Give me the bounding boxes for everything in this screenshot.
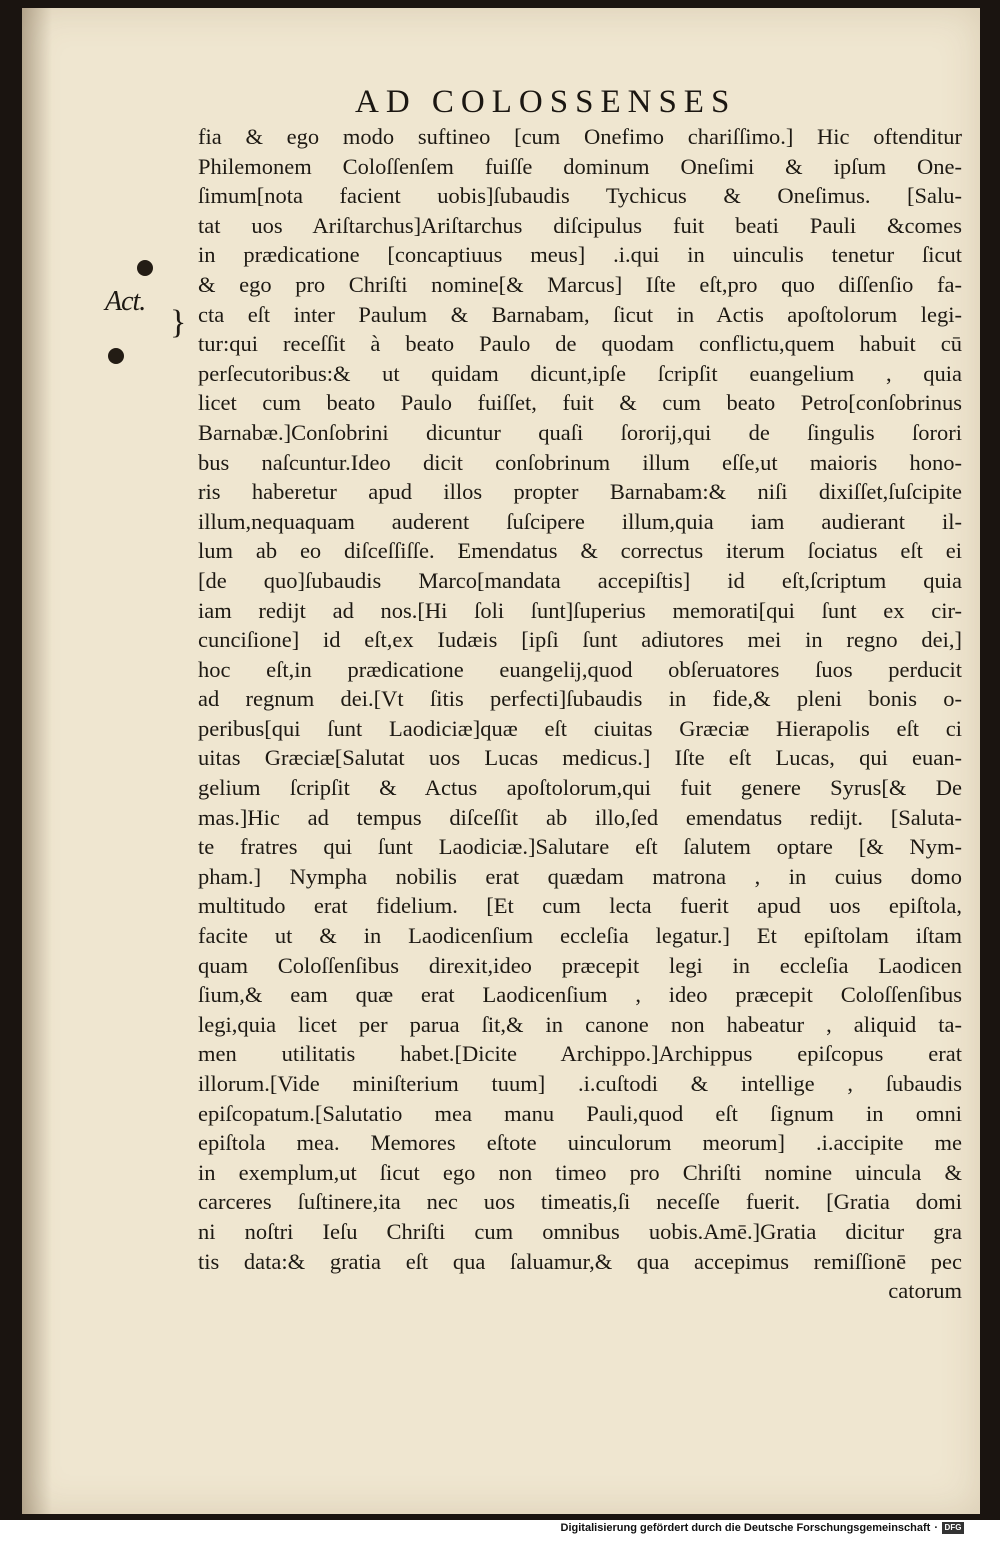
- text-line: ad regnum dei.[Vt ſitis perfecti]ſubaudis in fide,& pleni bonis o-: [198, 686, 962, 712]
- text-line: facite ut & in Laodicenſium eccleſia legatur.] Et epiſtolam iſtam: [198, 923, 962, 949]
- text-line: tis data:& gratia eſt qua ſaluamur,& qua accepimus remiſſionē pec: [198, 1248, 962, 1274]
- dfg-logo: DFG: [942, 1522, 964, 1534]
- text-line: perſecutoribus:& ut quidam dicunt,ipſe ſcripſit euangelium , quia: [198, 360, 962, 386]
- text-line: quam Coloſſenſibus direxit,ideo præcepit legi in eccleſia Laodicen: [198, 952, 962, 978]
- text-line: epiſcopatum.[Salutatio mea manu Pauli,quod eſt ſignum in omni: [198, 1100, 962, 1126]
- text-line: [de quo]ſubaudis Marco[mandata accepiſtis] id eſt,ſcriptum quia: [198, 567, 962, 593]
- margin-dot-bottom: [108, 348, 124, 364]
- text-line: gelium ſcripſit & Actus apoſtolorum,qui fuit genere Syrus[& De: [198, 775, 962, 801]
- digitization-footer: Digitalisierung gefördert durch die Deutsche Forschungsgemeinschaft · DFG: [561, 1522, 964, 1534]
- text-line: ſimum[nota facient uobis]ſubaudis Tychicus & Oneſimus. [Salu-: [198, 183, 962, 209]
- footer-text: Digitalisierung gefördert durch die Deutsche Forschungsgemeinschaft: [560, 1522, 931, 1534]
- text-line: mas.]Hic ad tempus diſceſſit ab illo,ſed emendatus redijt. [Saluta-: [198, 804, 962, 830]
- text-line: cunciſione] id eſt,ex Iudæis [ipſi ſunt adiutores mei in regno dei,]: [198, 627, 962, 653]
- running-head: AD COLOSSENSES: [355, 84, 737, 120]
- text-line: te fratres qui ſunt Laodiciæ.]Salutare eſt ſalutem optare [& Nym-: [198, 834, 962, 860]
- text-line: uitas Græciæ[Salutat uos Lucas medicus.] Iſte eſt Lucas, qui euan-: [198, 745, 962, 771]
- text-line: epiſtola mea. Memores eſtote uinculorum meorum] .i.accipite me: [198, 1130, 962, 1156]
- text-line: hoc eſt,in prædicatione euangelij,quod obſeruatores ſuos perducit: [198, 656, 962, 682]
- text-line: tat uos Ariſtarchus]Ariſtarchus diſcipulus fuit beati Pauli &comes: [198, 212, 962, 238]
- text-line: bus naſcuntur.Ideo dicit conſobrinum illum eſſe,ut maioris hono-: [198, 449, 962, 475]
- text-line: licet cum beato Paulo fuiſſet, fuit & cum beato Petro[conſobrinus: [198, 390, 962, 416]
- text-line: & ego pro Chriſti nomine[& Marcus] Iſte eſt,pro quo diſſenſio fa-: [198, 271, 962, 297]
- text-line: peribus[qui ſunt Laodiciæ]quæ eſt ciuitas Græciæ Hierapolis eſt ci: [198, 715, 962, 741]
- text-line: Barnabæ.]Conſobrini dicuntur quaſi ſororij,qui de ſingulis ſorori: [198, 419, 962, 445]
- text-line: fia & ego modo suftineo [cum Onefimo chariſſimo.] Hic oftenditur: [198, 124, 962, 149]
- margin-note: Act.: [105, 286, 146, 317]
- text-line: carceres ſuſtinere,ita nec uos timeatis,ſi neceſſe fuerit. [Gratia domi: [198, 1189, 962, 1215]
- text-line: in exemplum,ut ſicut ego non timeo pro Chriſti nomine uincula &: [198, 1159, 962, 1185]
- text-line: ſium,& eam quæ erat Laodicenſium , ideo præcepit Coloſſenſibus: [198, 982, 962, 1008]
- text-line: cta eſt inter Paulum & Barnabam, ſicut in Actis apoſtolorum legi-: [198, 301, 962, 327]
- text-line: ni noſtri Ieſu Chriſti cum omnibus uobis.Amē.]Gratia dicitur gra: [198, 1218, 962, 1244]
- text-line: multitudo erat fidelium. [Et cum lecta fuerit apud uos epiſtola,: [198, 893, 962, 919]
- text-line: tur:qui receſſit à beato Paulo de quodam conflictu,quem habuit cū: [198, 331, 962, 357]
- commentary-text: [198, 122, 962, 1306]
- margin-dot-top: [137, 260, 153, 276]
- text-line: legi,quia licet per parua ſit,& in canone non habeatur , aliquid ta-: [198, 1011, 962, 1037]
- text-line: lum ab eo diſceſſiſſe. Emendatus & correctus iterum ſociatus eſt ei: [198, 538, 962, 564]
- catchword: catorum: [888, 1278, 962, 1304]
- text-line: pham.] Nympha nobilis erat quædam matrona , in cuius domo: [198, 863, 962, 889]
- text-line: in prædicatione [concaptiuus meus] .i.qui in uinculis tenetur ſicut: [198, 242, 962, 268]
- text-line: illum,nequaquam auderent ſuſcipere illum,quia iam audierant il-: [198, 508, 962, 534]
- text-line: iam redijt ad nos.[Hi ſoli ſunt]ſuperius memorati[qui ſunt ex cir-: [198, 597, 962, 623]
- text-line: Philemonem Coloſſenſem fuiſſe dominum Oneſimi & ipſum One-: [198, 153, 962, 179]
- margin-bracket: }: [170, 304, 187, 341]
- text-line: ris haberetur apud illos propter Barnabam:& niſi dixiſſet,ſuſcipite: [198, 479, 962, 505]
- page-gutter-shadow: [22, 8, 52, 1514]
- text-line: men utilitatis habet.[Dicite Archippo.]Archippus epiſcopus erat: [198, 1041, 962, 1067]
- text-line: illorum.[Vide miniſterium tuum] .i.cuſtodi & intellige , ſubaudis: [198, 1071, 962, 1096]
